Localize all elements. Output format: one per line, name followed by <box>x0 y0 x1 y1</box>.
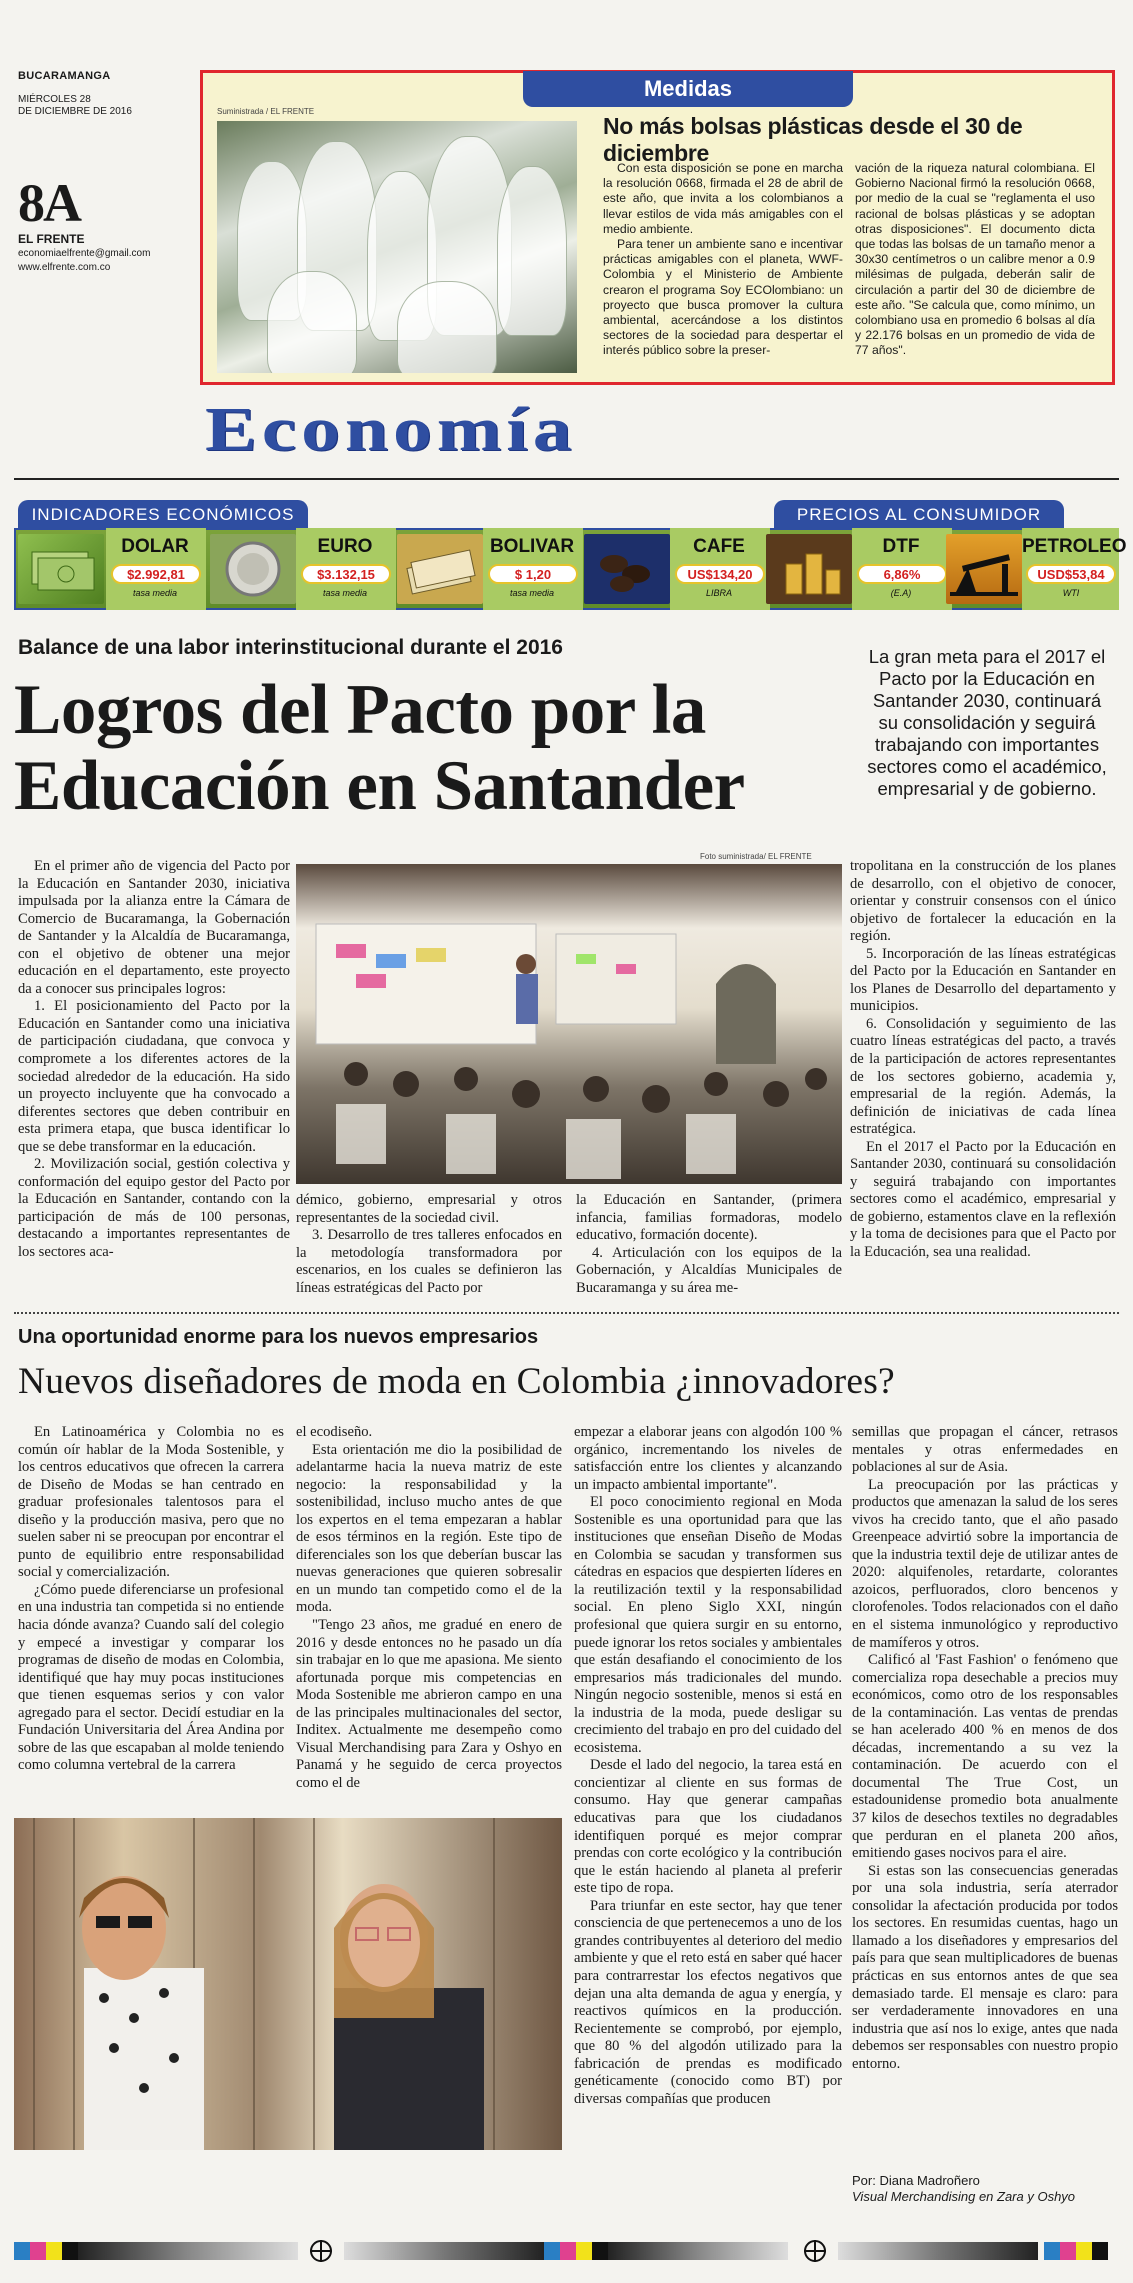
medidas-column-1 <box>603 161 843 359</box>
article1-paragraph: En el 2017 el Pacto por la Educación en Santander 2030, continuará su consolidación y seguirá trabajando con importantes sectores como el académico, empresarial y de gobierno, estamentos clave en la reflexión y la toma de decisiones para que el Pacto por la Educación, sea una realidad. <box>850 1138 1116 1261</box>
article1-column-3 <box>576 1192 842 1297</box>
indicator-sub: LIBRA <box>705 588 732 598</box>
article1-column-2 <box>296 1192 562 1297</box>
indicator-name: CAFE <box>693 536 745 557</box>
section-title: Economía <box>205 396 577 464</box>
section-divider <box>14 478 1119 480</box>
article1-column-1 <box>18 858 290 1262</box>
article1-headline <box>14 672 864 824</box>
article1-headline-line1: Logros del Pacto por la <box>14 671 706 749</box>
article2-column-1 <box>18 1424 284 1775</box>
article2-paragraph: Desde el lado del negocio, la tarea está en concientizar al cliente en sus formas de consumo. Hay que generar campañas educativas para que los ciudadanos identifiquen porqué es mejor comprar prendas con corte ecológico y la contribución que le están haciendo al planeta al preferir este tipo de ropa. <box>574 1757 842 1897</box>
article1-paragraph: la Educación en Santander, (primera infancia, familias formadoras, modelo educativo, formación docente). <box>576 1192 842 1244</box>
article-divider <box>14 1312 1119 1314</box>
masthead-date-line2: DE DICIEMBRE DE 2016 <box>18 106 132 117</box>
article1-paragraph: 2. Movilización social, gestión colectiva y conformación del equipo gestor del Pacto por la Educación en Santander, contando con la participación de más de 100 personas, destacando a importantes representantes de los sectores aca- <box>18 1156 290 1261</box>
money-bills-icon <box>18 534 104 604</box>
indicator-value: $2.992,81 <box>111 564 201 584</box>
article2-paragraph: En Latinoamérica y Colombia no es común oír hablar de la Moda Sostenible, y los centros educativos que ofrecen la carrera de Diseño de Modas se han centrado en graduar profesionales talentosos para el diseño y la producción masiva, pero que no suelen saber ni se preocupan por encontrar el punto de equilibrio entre responsabilidad social y comercialización. <box>18 1424 284 1581</box>
indicator-name: DOLAR <box>121 536 189 557</box>
indicator-sub: (E.A) <box>890 588 912 598</box>
article2-paragraph: Calificó al 'Fast Fashion' o fenómeno que comercializa ropa desechable a precios muy económicos, como otro de los responsables de la contaminación. Las ventas de prendas se han acelerado 400 % en menos de dos décadas, incrementando a su vez la contaminación. De acuerdo con el documental The True Cost, un estadounidense promedio bota anualmente 37 kilos de desechos textiles no degradables que perduran en el planeta 200 años, emitiendo gases nocivos para el aire. <box>852 1652 1118 1862</box>
indicator-name: EURO <box>317 536 373 557</box>
registration-mark-icon <box>804 2240 826 2262</box>
plastic-bags-photo <box>217 121 577 373</box>
indicator-name: PETROLEO <box>1022 536 1127 557</box>
indicator-sub: WTI <box>1062 588 1080 598</box>
article2-paragraph: empezar a elaborar jeans con algodón 100 % orgánico, incrementando los niveles de satisfacción entre los clientes y alcanzando un impacto ambiental importante". <box>574 1424 842 1493</box>
indicator-value: US$134,20 <box>675 564 765 584</box>
designers-photo <box>14 1818 562 2150</box>
bolivar-bills-icon <box>397 534 483 604</box>
article1-paragraph: 5. Incorporación de las líneas estratégicas del Pacto por la Educación en Santander en los Planes de Desarrollo del departamento y municipios. <box>850 945 1116 1015</box>
indicator-sub: tasa media <box>322 588 368 598</box>
article1-paragraph: 1. El posicionamiento del Pacto por la Educación en Santander como una iniciativa de participación ciudadana, que convoca y compromete a los diferentes actores de la sociedad alrededor de la educación. Ha sido un proyecto incluyente que ha convocado a diferentes sectores que deben contribuir en esta primera etapa, que busca identificar lo que se debe transformar en la educación. <box>18 998 290 1155</box>
indicator-dtf <box>762 528 942 610</box>
article2-paragraph: Para triunfar en este sector, hay que tener consciencia de que pertenecemos a uno de los grandes contribuyentes al deterioro del medio ambiente y que el reto está en saber qué hacer para contrarrestar los efectos negativos que dejan una alta demanda de agua y energía, y reactivos químicos en la producción. Recientemente se comprobó, por ejemplo, que 80 % del algodón utilizado para la fabricación de prendas es modificado genéticamente (conocido como BT) por diversas compañías que producen <box>574 1897 842 2107</box>
indicator-cafe <box>580 528 760 610</box>
medidas-paragraph: Con esta disposición se pone en marcha la resolución 0668, firmada el 28 de abril de este año, que invita a los colombianos a llevar estilos de vida más amigables con el medio ambiente. <box>603 161 843 236</box>
masthead-date-line1: MIÉRCOLES 28 <box>18 94 91 105</box>
article2-paragraph: el ecodiseño. <box>296 1424 373 1440</box>
article2-paragraph: Si estas son las consecuencias generadas por una sola industria, sería aterrador consolidar la afectación producida por todos los sectores. En resumidas cuentas, hago un llamado a los diseñadores y empresarios del país para que sean multiplicadores de buenas prácticas en sus entornos antes de que sea demasiado tarde. El mensaje es claro: para ser verdaderamente innovadores en una industria que así nos lo exige, antes que nada debemos ser responsables con nuestro propio entorno. <box>852 1862 1118 2072</box>
indicator-bolivar <box>393 528 578 610</box>
contact-email: economiaelfrente@gmail.com <box>18 248 151 259</box>
masthead-date <box>18 94 188 118</box>
registration-mark-icon <box>310 2240 332 2262</box>
article2-paragraph: Esta orientación me dio la posibilidad de adelantarme hacia la nueva matriz de este negocio: la responsabilidad y la sostenibilidad, incluso mucho antes de que los expertos en el tema empezaran a hablar de esos términos en la región. Este tipo de diferenciales son los que deberían buscar las nuevas generaciones que quieren sobresalir en un mundo tan competido como el de la moda. <box>296 1441 562 1616</box>
brand-name: EL FRENTE <box>18 232 85 246</box>
indicator-euro <box>206 528 391 610</box>
oil-pump-icon <box>946 534 1022 604</box>
print-registration-bar <box>14 2242 1119 2260</box>
article1-paragraph: démico, gobierno, empresarial y otros representantes de la sociedad civil. <box>296 1192 562 1226</box>
medidas-photo-credit: Suministrada / EL FRENTE <box>217 107 315 116</box>
article1-photo-credit: Foto suministrada/ EL FRENTE <box>700 852 812 861</box>
article1-column-4 <box>850 858 1116 1262</box>
article1-paragraph: 4. Articulación con los equipos de la Gobernación, y Alcaldías Municipales de Bucaramanga y su área me- <box>576 1244 842 1296</box>
medidas-paragraph: Para tener un ambiente sano e incentivar prácticas amigables con el planeta, WWF-Colombia y el Ministerio de Ambiente crearon el programa Soy ECOlombiano: un proyecto que busca promover la cultura ambiental, acercándose a los distintos sectores de la sociedad para despertar el interés público sobre la preser- <box>603 237 843 358</box>
page-number: 8A <box>18 173 80 233</box>
indicator-value: USD$53,84 <box>1026 564 1116 584</box>
article2-paragraph: ¿Cómo puede diferenciarse un profesional en una industria tan competida si no entiende hacia dónde avanza? Cuando salí del colegio y empecé a investigar y comparar los programas de diseño de modas en Colombia, identifiqué que hay muy pocas instituciones que tienen esquemas serios y con valor agregado para el sector. Decidí estudiar en la Fundación Universitaria del Área Andina por sobre de las que escapaban al molde teniendo como columna vertebral de la carrera <box>18 1581 284 1774</box>
article1-paragraph: tropolitana en la construcción de los planes de desarrollo, con el objetivo de conocer, orientar y construir consensos con el único objetivo de fortalecer la educación en la región. <box>850 858 1116 945</box>
indicator-sub: tasa media <box>509 588 555 598</box>
indicator-sub: tasa media <box>132 588 178 598</box>
article2-column-4 <box>852 1424 1118 2073</box>
article2-paragraph: El poco conocimiento regional en Moda Sostenible es una oportunidad para que las instituciones que enseñan Diseño de Modas en Colombia se sacudan y transformen sus cátedras en espacios que despierten líderes en la reutilización textil y la responsabilidad social. En pleno Siglo XXI, ningún profesional que quiera surgir en su entorno, puede ignorar los retos sociales y ambientales que están desafiando el conocimiento de los empresarios más tradicionales del mundo. Ningún negocio sostenible, menos si está en la industria de la moda, puede desligar su crecimiento del trabajo en pro del cuidado del ecosistema. <box>574 1494 842 1756</box>
article1-paragraph: 3. Desarrollo de tres talleres enfocados en la metodología transformadora por escenarios, en los cuales se definieron las líneas estratégicas del Pacto por <box>296 1227 562 1296</box>
euro-coin-icon <box>210 534 296 604</box>
article2-column-3 <box>574 1424 842 2108</box>
medidas-paragraph: vación de la riqueza natural colombiana. El Gobierno Nacional firmó la resolución 0668, por medio de la cual se "reglamenta el uso racional de bolsas plásticas y se adoptan otras disposiciones". El documento dicta que todas las bolsas de un tamaño menor a 30x30 centímetros o un calibre menor a 0.9 milésimas de pulgada, deberán salir de circulación a partir del 30 de diciembre de este año. "Se calcula que, como mínimo, un colombiano usa en promedio 6 bolsas al día y 22.176 bolsas en un promedio de vida de 77 años". <box>855 161 1095 358</box>
byline-author: Por: Diana Madroñero <box>852 2173 980 2188</box>
masthead <box>18 70 188 274</box>
indicator-value: $ 1,20 <box>488 564 578 584</box>
coin-stacks-icon <box>766 534 852 604</box>
article1-paragraph: 6. Consolidación y seguimiento de las cuatro líneas estratégicas del pacto, a través de la participación de actores representantes de los sectores gobierno, academia y, empresarial de la región. Además, la definición de iniciativas de cada línea estratégica. <box>850 1015 1116 1138</box>
medidas-tag: Medidas <box>523 71 853 107</box>
tab-indicadores-economicos: INDICADORES ECONÓMICOS <box>18 500 308 530</box>
article2-byline <box>852 2173 1118 2205</box>
article2-paragraph: La preocupación por las prácticas y productos que amenazan la salud de los seres vivos ha crecido tanto, que el año pasado Greenpeace advirtió sobre la importancia de que la industria textil deje de utilizar antes de 2020: alquifenoles, retardarte, colorantes azoicos, perfluorados, cloro bencenos y clorofenoles. Todos relacionados con el daño en el sistema inmunológico y reproductivo de mamíferos y otros. <box>852 1476 1118 1651</box>
article2-kicker: Una oportunidad enorme para los nuevos empresarios <box>18 1326 539 1348</box>
article2-column-2 <box>296 1424 562 1792</box>
masthead-city: BUCARAMANGA <box>18 70 111 82</box>
workshop-photo <box>296 864 842 1184</box>
article1-kicker: Balance de una labor interinstitucional durante el 2016 <box>18 636 563 659</box>
economic-indicators-bar <box>14 500 1127 612</box>
indicator-name: BOLIVAR <box>489 536 575 557</box>
indicator-value: 6,86% <box>857 564 947 584</box>
article2-paragraph: "Tengo 23 años, me gradué en enero de 2016 y desde entonces no he pasado un día sin trabajar en lo que me apasiona. Me siento afortunada porque mis competencias en Moda Sostenible me abrieron campo en una de las principales multinacionales del sector, Inditex. Actualmente me desempeño como Visual Merchandising para Zara y Oshyo en Panamá y he seguido de cerca proyectos como el de <box>296 1617 562 1791</box>
coffee-beans-icon <box>584 534 670 604</box>
indicator-dolar <box>14 528 204 610</box>
article2-paragraph: semillas que propagan el cáncer, retrasos mentales y otras enfermedades en poblaciones al sur de Asia. <box>852 1424 1118 1476</box>
medidas-headline: No más bolsas plásticas desde el 30 de diciembre <box>603 113 1023 166</box>
article1-paragraph: En el primer año de vigencia del Pacto por la Educación en Santander 2030, iniciativa impulsada por la alianza entre la Cámara de Comercio de Bucaramanga, la Gobernación de Santander y la Alcaldía de Bucaramanga, con el objetivo de obtener una mejor educación en el departamento, este proyecto da a conocer sus principales logros: <box>18 858 290 997</box>
indicator-name: DTF <box>882 536 920 557</box>
tab-precios-consumidor: PRECIOS AL CONSUMIDOR <box>774 500 1064 530</box>
indicator-value: $3.132,15 <box>301 564 391 584</box>
article2-headline: Nuevos diseñadores de moda en Colombia ¿innovadores? <box>18 1361 895 1402</box>
byline-role: Visual Merchandising en Zara y Oshyo <box>852 2189 1076 2204</box>
article1-pullquote: La gran meta para el 2017 el Pacto por la Educación en Santander 2030, continuará su consolidación y seguirá trabajando con importantes sectores como el académico, empresarial y de gobierno. <box>867 646 1107 799</box>
contact-web: www.elfrente.com.co <box>18 262 111 273</box>
indicator-petroleo <box>944 528 1127 610</box>
medidas-box <box>200 70 1115 385</box>
medidas-column-2 <box>855 161 1095 359</box>
article1-headline-line2: Educación en Santander <box>14 747 745 825</box>
